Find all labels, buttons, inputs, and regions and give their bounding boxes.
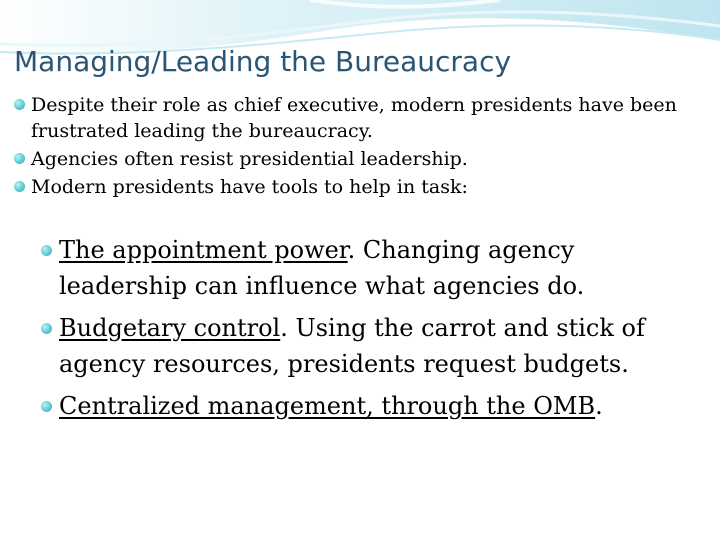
list-item [14,146,714,172]
sub-bullet-text: . Using the carrot and stick of agency resources, presidents request budgets. [59,314,645,378]
bullet-dot-icon [41,323,52,334]
bullet-dot-icon [14,181,25,192]
sub-bullet-heading: Centralized management, through the OMB [59,392,596,420]
bullet-dot-icon [41,245,52,256]
bullet-dot-icon [14,153,25,164]
list-item [41,388,706,424]
bullet-text: Agencies often resist presidential leadership. [31,148,468,170]
bullet-text: Modern presidents have tools to help in task: [31,176,468,198]
list-item [14,174,714,200]
list-item [14,92,714,144]
sub-bullet-text: . [595,392,603,420]
page-title: Managing/Leading the Bureaucracy [14,45,512,78]
bullet-text: Despite their role as chief executive, modern presidents have been frustrated leading the bureaucracy. [31,94,677,142]
bullet-dot-icon [14,99,25,110]
bullet-dot-icon [41,401,52,412]
list-item [41,232,706,304]
sub-bullet-text: . Changing agency leadership can influence what agencies do. [59,236,585,300]
bullet-list [14,92,714,202]
sub-bullet-heading: The appointment power [59,236,348,264]
sub-bullet-list [41,232,706,430]
list-item [41,310,706,382]
sub-bullet-heading: Budgetary control [59,314,281,342]
